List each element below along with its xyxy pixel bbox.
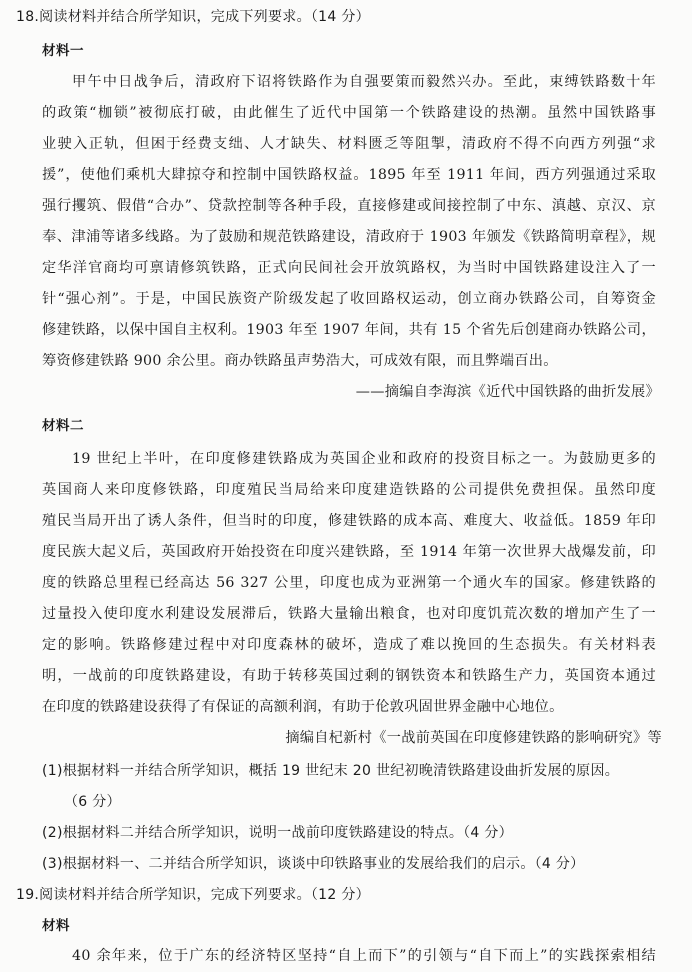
material-one-line: 业驶入正轨，但困于经费支绌、人才缺失、材料匮乏等阻掣，清政府不得不向西方列强“求 bbox=[42, 136, 656, 152]
material-two-line: 定的影响。铁路修建过程中对印度森林的破坏，造成了难以挽回的生态损失。有关材料表 bbox=[42, 637, 656, 653]
material-heading: 材料 bbox=[42, 918, 70, 934]
material-one-line: 修建铁路，以保中国自主权利。1903 年至 1907 年间，共有 15 个省先后创建商办铁路公司， bbox=[42, 322, 656, 338]
material-two-line: 在印度的铁路建设获得了有保证的高额利润，有助于伦敦巩固世界金融中心地位。 bbox=[42, 699, 564, 715]
sub-question-1-score: （6 分） bbox=[64, 794, 121, 810]
material-one-line: 奉、津浦等诸多线路。为了鼓励和规范铁路建设，清政府于 1903 年颁发《铁路简明章程》，规 bbox=[42, 229, 656, 245]
material-one-line: 定华洋官商均可禀请修筑铁路，正式向民间社会开放筑路权，为当时中国铁路建设注入了一 bbox=[42, 260, 656, 276]
material-two-line: 19 世纪上半叶，在印度修建铁路成为英国企业和政府的投资目标之一。为鼓励更多的 bbox=[72, 451, 656, 467]
material-two-source: 摘编自杞新村《一战前英国在印度修建铁路的影响研究》等 bbox=[285, 730, 662, 746]
material-line: 40 余年来，位于广东的经济特区坚持“自上而下”的引领与“自下而上”的实践探索相结 bbox=[72, 948, 656, 964]
material-one-heading: 材料一 bbox=[42, 43, 84, 59]
question-18-title: 18.阅读材料并结合所学知识，完成下列要求。（14 分） bbox=[16, 9, 370, 25]
material-one-source: ——摘编自李海滨《近代中国铁路的曲折发展》 bbox=[355, 384, 660, 400]
sub-question-1: (1)根据材料一并结合所学知识，概括 19 世纪末 20 世纪初晚清铁路建设曲折发展的原因。 bbox=[42, 763, 620, 779]
material-one-line: 援”，使他们乘机大肆掠夺和控制中国铁路权益。1895 年至 1911 年间，西方列强通过采取 bbox=[42, 167, 656, 183]
material-two-line: 明，一战前的印度铁路建设，有助于转移英国过剩的钢铁资本和铁路生产力，英国资本通过 bbox=[42, 668, 656, 684]
material-one-line: 的政策“枷锁”被彻底打破，由此催生了近代中国第一个铁路建设的热潮。虽然中国铁路事 bbox=[42, 105, 656, 121]
material-one-line: 针“强心剂”。于是，中国民族资产阶级发起了收回路权运动，创立商办铁路公司，自筹资金 bbox=[42, 291, 656, 307]
material-two-line: 度民族大起义后，英国政府开始投资在印度兴建铁路，至 1914 年第一次世界大战爆发前，印 bbox=[42, 544, 656, 560]
question-19-title: 19.阅读材料并结合所学知识，完成下列要求。（12 分） bbox=[16, 887, 370, 903]
material-two-heading: 材料二 bbox=[42, 418, 84, 434]
material-two-line: 殖民当局开出了诱人条件，但当时的印度，修建铁路的成本高、难度大、收益低。1859 年印 bbox=[42, 513, 656, 529]
material-one-line: 强行攫筑、假借“合办”、贷款控制等各种手段，直接修建或间接控制了中东、滇越、京汉、京 bbox=[42, 198, 656, 214]
sub-question-3: (3)根据材料一、二并结合所学知识，谈谈中印铁路事业的发展给我们的启示。（4 分） bbox=[42, 856, 585, 872]
material-two-line: 过量投入使印度水利建设发展滞后，铁路大量输出粮食，也对印度饥荒次数的增加产生了一 bbox=[42, 606, 656, 622]
material-two-line: 英国商人来印度修铁路，印度殖民当局给来印度建造铁路的公司提供免费担保。虽然印度 bbox=[42, 482, 656, 498]
material-one-line: 甲午中日战争后，清政府下诏将铁路作为自强要策而毅然兴办。至此，束缚铁路数十年 bbox=[72, 74, 656, 90]
material-two-line: 度的铁路总里程已经高达 56 327 公里，印度也成为亚洲第一个通火车的国家。修建铁路的 bbox=[42, 575, 656, 591]
material-one-line: 筹资修建铁路 900 余公里。商办铁路虽声势浩大，可成效有限，而且弊端百出。 bbox=[42, 353, 558, 369]
sub-question-2: (2)根据材料二并结合所学知识，说明一战前印度铁路建设的特点。（4 分） bbox=[42, 825, 513, 841]
